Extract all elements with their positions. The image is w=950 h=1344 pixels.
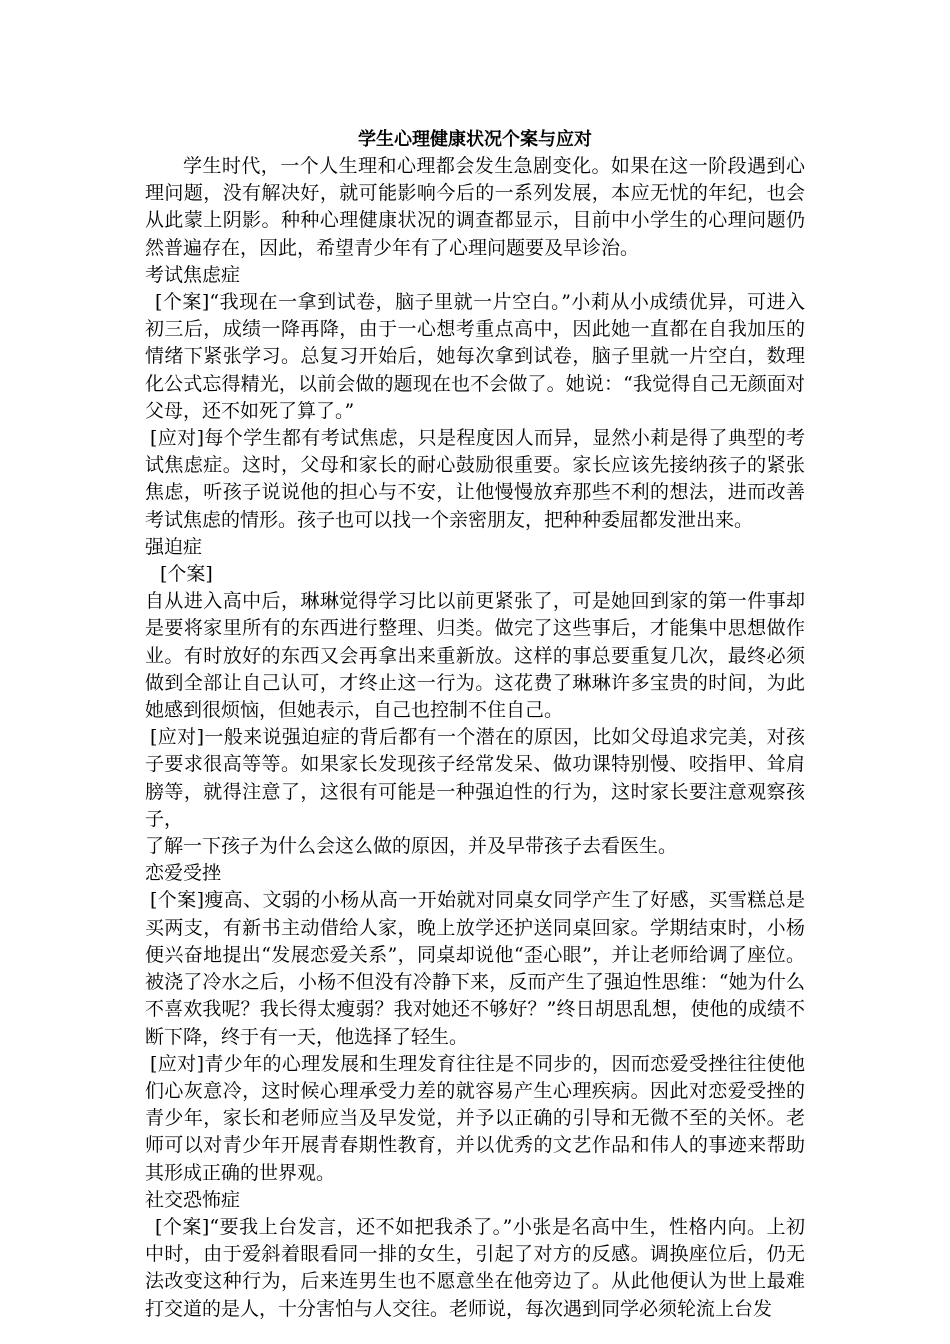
section-heading-ocd: 强迫症	[145, 535, 203, 558]
response-paragraph-romance-setback: [应对]青少年的心理发展和生理发育往往是不同步的，因而恋爱受挫往往使他们心灰意冷，这时候心理承受力差的就容易产生心理疾病。因此对恋爱受挫的青少年，家长和老师应当及早发觉，并予以正确的引导和无微不至的关怀。老师可以对青少年开展青春期性教育，并以优秀的文艺作品和伟人的事迹来帮助其形成正确的世界观。	[145, 1052, 805, 1184]
case-paragraph-romance-setback: [个案]瘦高、文弱的小杨从高一开始就对同桌女同学产生了好感，买雪糕总是买两支，有新书主动借给人家，晚上放学还护送同桌回家。学期结束时，小杨便兴奋地提出“发展恋爱关系”，同桌却说他“歪心眼”，并让老师给调了座位。被浇了冷水之后，小杨不但没有冷静下来，反而产生了强迫性思维：“她为什么不喜欢我呢？我长得太瘦弱？我对她还不够好？”终日胡思乱想，使他的成绩不断下降，终于有一天，他选择了轻生。	[145, 889, 805, 1048]
section-heading-romance-setback: 恋爱受挫	[145, 862, 222, 885]
case-label-ocd: [个案]	[160, 563, 213, 586]
case-paragraph-ocd: 自从进入高中后，琳琳觉得学习比以前更紧张了，可是她回到家的第一件事却是要将家里所有的东西进行整理、归类。做完了这些事后，才能集中思想做作业。有时放好的东西又会再拿出来重新放。这样的事总要重复几次，最终必须做到全部让自己认可，才终止这一行为。这花费了琳琳许多宝贵的时间，为此她感到很烦恼，但她表示，自己也控制不住自己。	[145, 590, 805, 722]
response-paragraph-exam-anxiety: [应对]每个学生都有考试焦虑，只是程度因人而异，显然小莉是得了典型的考试焦虑症。这时，父母和家长的耐心鼓励很重要。家长应该先接纳孩子的紧张焦虑，听孩子说说他的担心与不安，让他慢慢放弃那些不利的想法，进而改善考试焦虑的情形。孩子也可以找一个亲密朋友，把种种委屈都发泄出来。	[145, 427, 805, 531]
section-heading-social-phobia: 社交恐怖症	[145, 1188, 241, 1211]
case-paragraph-exam-anxiety: [个案]“我现在一拿到试卷，脑子里就一片空白。”小莉从小成绩优异，可进入初三后，成绩一降再降，由于一心想考重点高中，因此她一直都在自我加压的情绪下紧张学习。总复习开始后，她每次拿到试卷，脑子里就一片空白，数理化公式忘得精光，以前会做的题现在也不会做了。她说：“我觉得自己无颜面对父母，还不如死了算了。”	[145, 291, 805, 422]
response-paragraph-ocd: [应对]一般来说强迫症的背后都有一个潜在的原因，比如父母追求完美，对孩子要求很高等等。如果家长发现孩子经常发呆、做功课特别慢、咬指甲、耸肩膀等，就得注意了，这很有可能是一种强迫性的行为，这时家长要注意观察孩子，	[145, 726, 805, 830]
document-title: 学生心理健康状况个案与应对	[358, 129, 592, 150]
intro-paragraph: 学生时代，一个人生理和心理都会发生急剧变化。如果在这一阶段遇到心理问题，没有解决好，就可能影响今后的一系列发展，本应无忧的年纪，也会从此蒙上阴影。种种心理健康状况的调查都显示，目前中小学生的心理问题仍然普遍存在，因此，希望青少年有了心理问题要及早诊治。	[145, 155, 805, 259]
section-heading-exam-anxiety: 考试焦虑症	[145, 263, 241, 286]
response-continuation-ocd: 了解一下孩子为什么会这么做的原因，并及早带孩子去看医生。	[145, 835, 678, 858]
case-paragraph-social-phobia: [个案]“要我上台发言，还不如把我杀了。”小张是名高中生，性格内向。上初中时，由于爱斜着眼看同一排的女生，引起了对方的反感。调换座位后，仍无法改变这种行为，后来连男生也不愿意坐在他旁边了。从此他便认为世上最难打交道的是人，十分害怕与人交往。老师说，每次遇到同学必须轮流上台发	[145, 1215, 805, 1320]
document-page	[145, 126, 805, 1323]
